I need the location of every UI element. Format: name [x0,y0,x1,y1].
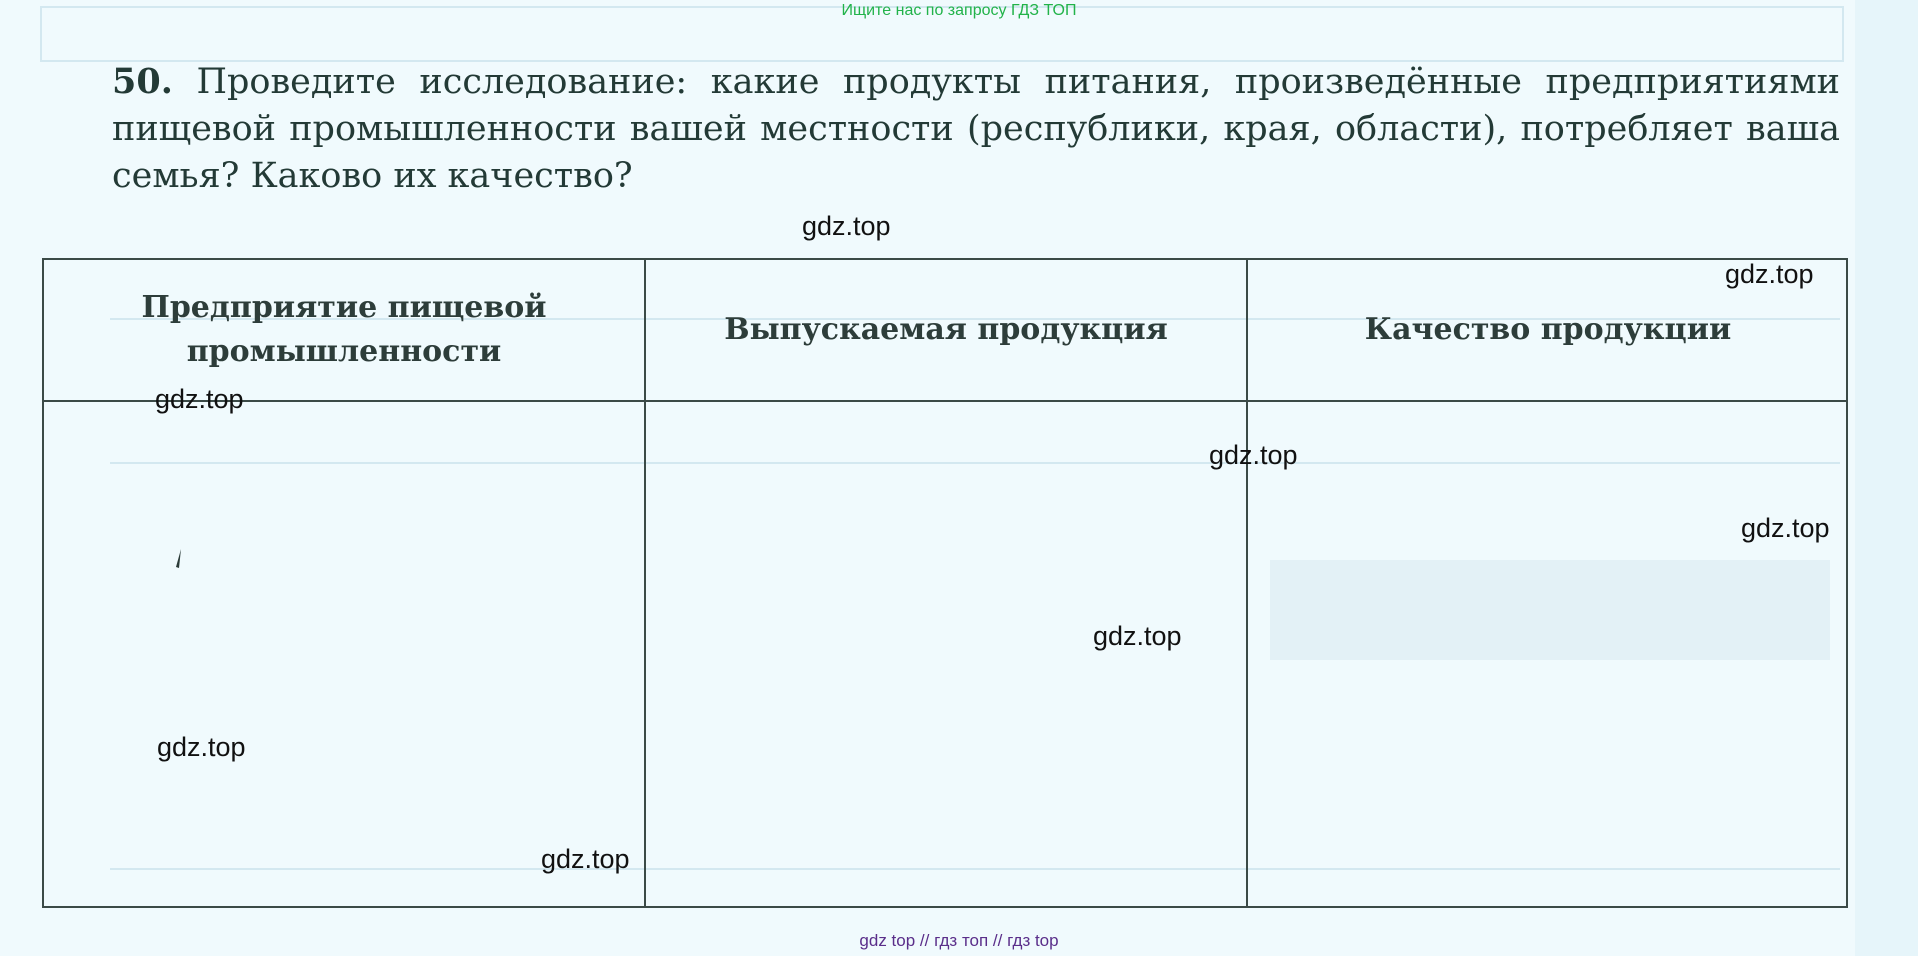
task-50 [112,58,1840,200]
top-search-link[interactable]: Ищите нас по запросу ГДЗ ТОП [841,2,1077,19]
task-text: Проведите исследование: какие продукты питания, произведённые предприятиями пищевой промышленности вашей местности (республики, края, области), потребляет ваша семья? Каково их качество? [112,62,1840,196]
watermark: gdz.top [1741,513,1830,543]
header-enterprise: Предприятие пищевой промышленности [141,290,547,369]
watermark: gdz.top [1725,259,1814,289]
task-number: 50. [112,61,173,102]
cell-quality[interactable] [1248,402,1848,906]
watermark: gdz.top [541,844,630,874]
bottom-link[interactable]: gdz top // гдз топ // гдз top [859,931,1059,950]
research-table [42,258,1848,908]
header-products: Выпускаемая продукция [724,312,1168,347]
watermark: gdz.top [1093,621,1182,651]
table-row [44,402,1846,906]
page-edge-shadow [1855,0,1918,956]
cell-products[interactable] [646,402,1246,906]
watermark: gdz.top [1209,440,1298,470]
watermark: gdz.top [802,211,891,241]
header-quality: Качество продукции [1364,312,1732,347]
cell-enterprise[interactable] [44,402,644,906]
watermark: gdz.top [157,732,246,762]
watermark: gdz.top [155,384,244,414]
pen-mark-icon [172,548,186,570]
